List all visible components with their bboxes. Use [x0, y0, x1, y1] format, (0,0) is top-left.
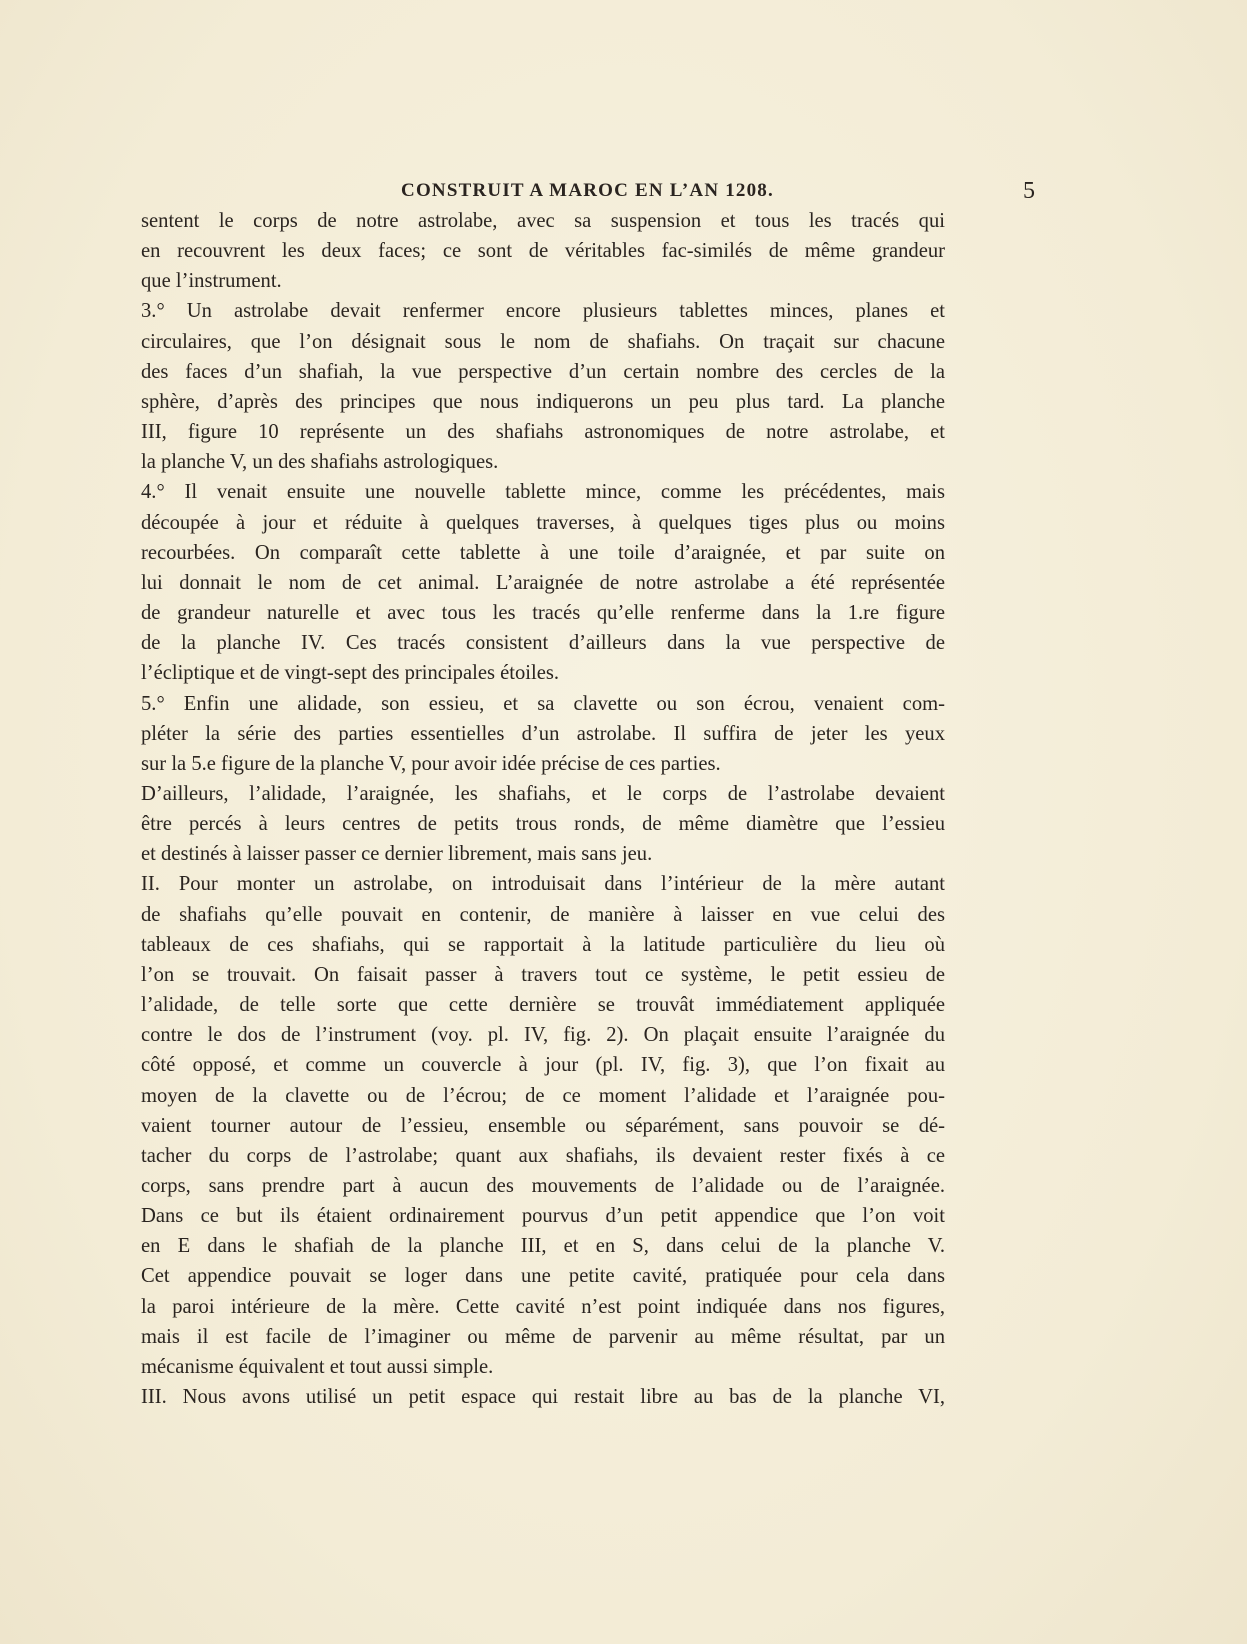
text-line: mécanisme équivalent et tout aussi simple. — [141, 1355, 494, 1378]
text-line: Dans ce but ils étaient ordinairement pourvus d’un petit appendice que l’on voit — [141, 1205, 945, 1228]
text-line: la planche V, un des shafiahs astrologiques. — [141, 451, 499, 474]
running-title: CONSTRUIT A MAROC EN L’AN 1208. — [401, 180, 774, 201]
page-number: 5 — [1023, 178, 1035, 204]
text-line: vaient tourner autour de l’essieu, ensemble ou séparément, sans pouvoir se dé- — [141, 1114, 945, 1137]
text-line: la paroi intérieure de la mère. Cette cavité n’est point indiquée dans nos figures, — [141, 1295, 945, 1318]
text-line: corps, sans prendre part à aucun des mouvements de l’alidade ou de l’araignée. — [141, 1175, 945, 1197]
text-line: II. Pour monter un astrolabe, on introduisait dans l’intérieur de la mère autant — [141, 873, 945, 896]
text-line: en E dans le shafiah de la planche III, et en S, dans celui de la planche V. — [141, 1235, 945, 1258]
text-line: sentent le corps de notre astrolabe, avec sa suspension et tous les tracés qui — [141, 210, 945, 232]
text-line: sur la 5.e figure de la planche V, pour avoir idée précise de ces parties. — [141, 752, 721, 775]
text-line: que l’instrument. — [141, 270, 282, 293]
text-line: lui donnait le nom de cet animal. L’araignée de notre astrolabe a été représentée — [141, 571, 945, 594]
running-head — [140, 180, 1035, 206]
text-line: côté opposé, et comme un couvercle à jour (pl. IV, fig. 3), que l’on fixait au — [141, 1054, 945, 1077]
body-text — [141, 206, 945, 1412]
text-line: D’ailleurs, l’alidade, l’araignée, les shafiahs, et le corps de l’astrolabe devaient — [141, 782, 945, 805]
text-line: tacher du corps de l’astrolabe; quant aux shafiahs, ils devaient rester fixés à ce — [141, 1144, 945, 1167]
text-line: en recouvrent les deux faces; ce sont de véritables fac-similés de même grandeur — [141, 240, 945, 263]
text-line: moyen de la clavette ou de l’écrou; de ce moment l’alidade et l’araignée pou- — [141, 1084, 945, 1107]
text-line: pléter la série des parties essentielles d’un astrolabe. Il suffira de jeter les yeux — [141, 722, 945, 745]
text-line: mais il est facile de l’imaginer ou même de parvenir au même résultat, par un — [141, 1325, 945, 1348]
text-line: 3.° Un astrolabe devait renfermer encore plusieurs tablettes minces, planes et — [141, 300, 945, 323]
text-line: Cet appendice pouvait se loger dans une petite cavité, pratiquée pour cela dans — [141, 1265, 945, 1288]
text-line: 5.° Enfin une alidade, son essieu, et sa clavette ou son écrou, venaient com- — [141, 692, 945, 715]
text-line: découpée à jour et réduite à quelques traverses, à quelques tiges plus ou moins — [141, 511, 945, 534]
text-line: l’alidade, de telle sorte que cette dernière se trouvât immédiatement appliquée — [141, 994, 945, 1017]
text-line: de shafiahs qu’elle pouvait en contenir, de manière à laisser en vue celui des — [141, 903, 945, 926]
text-line: de la planche IV. Ces tracés consistent d’ailleurs dans la vue perspective de — [141, 632, 945, 655]
text-line: III, figure 10 représente un des shafiahs astronomiques de notre astrolabe, et — [141, 421, 945, 444]
text-line: recourbées. On comparaît cette tablette à une toile d’araignée, et par suite on — [141, 541, 945, 564]
text-line: et destinés à laisser passer ce dernier librement, mais sans jeu. — [141, 843, 653, 866]
text-line: tableaux de ces shafiahs, qui se rapportait à la latitude particulière du lieu où — [141, 933, 945, 956]
text-line: de grandeur naturelle et avec tous les tracés qu’elle renferme dans la 1.re figure — [141, 602, 945, 625]
text-line: l’écliptique et de vingt-sept des principales étoiles. — [141, 662, 560, 685]
text-line: des faces d’un shafiah, la vue perspective d’un certain nombre des cercles de la — [141, 360, 945, 383]
text-line: l’on se trouvait. On faisait passer à travers tout ce système, le petit essieu de — [141, 963, 945, 986]
text-line: 4.° Il venait ensuite une nouvelle tablette mince, comme les précédentes, mais — [141, 481, 945, 504]
text-line: sphère, d’après des principes que nous indiquerons un peu plus tard. La planche — [141, 390, 945, 413]
text-line: circulaires, que l’on désignait sous le nom de shafiahs. On traçait sur chacune — [141, 330, 945, 353]
text-line: être percés à leurs centres de petits trous ronds, de même diamètre que l’essieu — [141, 813, 945, 836]
text-line: contre le dos de l’instrument (voy. pl. IV, fig. 2). On plaçait ensuite l’araignée du — [141, 1024, 945, 1047]
text-line: III. Nous avons utilisé un petit espace qui restait libre au bas de la planche VI, — [141, 1386, 945, 1409]
